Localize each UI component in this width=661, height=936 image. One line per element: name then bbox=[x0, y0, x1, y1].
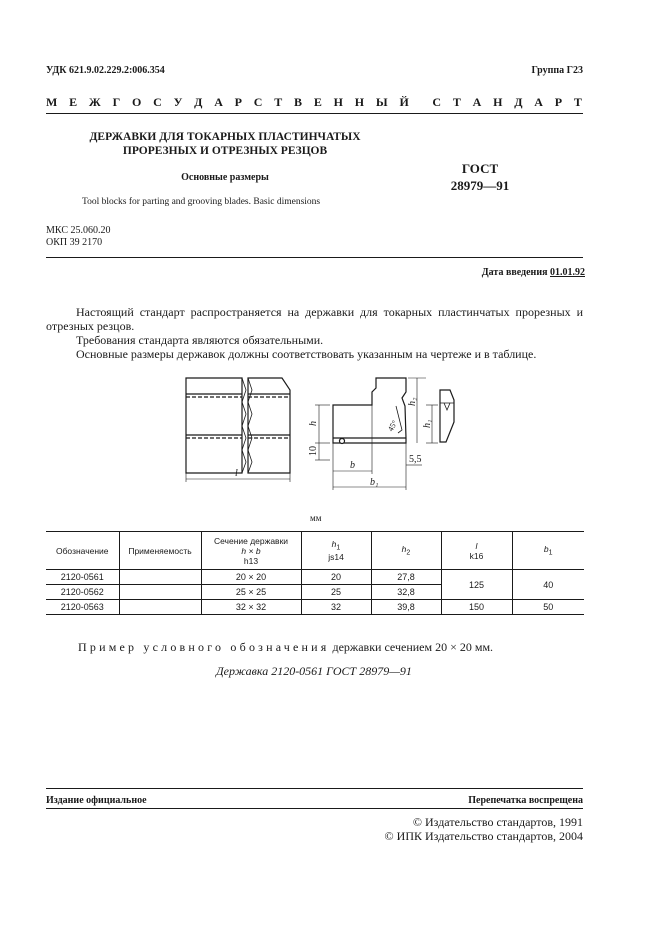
heading-letter: С bbox=[153, 95, 162, 109]
header-rule bbox=[46, 113, 583, 114]
header-l bbox=[441, 532, 512, 570]
header-designation: Обозначение bbox=[46, 532, 119, 570]
gost-code: 28979—91 bbox=[450, 178, 510, 193]
heading-letter: С bbox=[253, 95, 263, 109]
header-h1-subscript: 1 bbox=[336, 544, 341, 552]
table-header-row bbox=[46, 532, 584, 570]
udk-code: УДК 621.9.02.229.2:006.354 bbox=[46, 65, 165, 76]
heading-letter: Ж bbox=[88, 95, 101, 109]
heading-letter: В bbox=[294, 95, 303, 109]
heading-letter: Д bbox=[194, 95, 203, 109]
heading-letter: С bbox=[432, 95, 442, 109]
heading-letter: О bbox=[131, 95, 142, 109]
dim-10: 10 bbox=[308, 446, 319, 456]
side-view bbox=[333, 378, 406, 443]
cell-h2: 27,8 bbox=[371, 570, 441, 585]
copyright-2004: © ИПК Издательство стандартов, 2004 bbox=[384, 829, 583, 843]
heading-letter: Ы bbox=[375, 95, 388, 109]
cell-l-merged: 125 bbox=[441, 570, 512, 600]
header-l-symbol: l bbox=[475, 540, 478, 551]
cell-section: 32 × 32 bbox=[201, 600, 301, 615]
cell-designation: 2120-0562 bbox=[46, 585, 119, 600]
header-section-symbol: h × b bbox=[241, 545, 261, 556]
paragraph-scope: Настоящий стандарт распространяется на державки для токарных пластинчатых прорезных и отрезных резцов. bbox=[46, 305, 583, 333]
date-value: 01.01.92 bbox=[550, 267, 585, 278]
dim-h1: h₁ bbox=[422, 419, 433, 428]
heading-letter: Т bbox=[452, 95, 461, 109]
official-edition: Издание официальное bbox=[46, 795, 147, 806]
cell-applicability bbox=[119, 600, 201, 615]
heading-letter: Е bbox=[313, 95, 322, 109]
header-applicability: Применяемость bbox=[119, 532, 201, 570]
english-title: Tool blocks for parting and grooving blades. Basic dimensions bbox=[82, 197, 321, 207]
paragraph-mandatory: Требования стандарта являются обязательными. bbox=[76, 333, 324, 347]
copyright-1991: © Издательство стандартов, 1991 bbox=[412, 815, 583, 829]
cell-h1: 25 bbox=[301, 585, 371, 600]
designation-example bbox=[78, 640, 493, 655]
header-h2 bbox=[371, 532, 441, 570]
cell-h2: 32,8 bbox=[371, 585, 441, 600]
blade-profile bbox=[440, 390, 454, 442]
heading-letter: А bbox=[472, 95, 482, 109]
table-row bbox=[46, 570, 584, 585]
cell-l: 150 bbox=[441, 600, 512, 615]
header-b1-subscript: 1 bbox=[548, 549, 553, 557]
codes-rule bbox=[46, 257, 583, 258]
heading-letter: Е bbox=[69, 95, 78, 109]
cell-section: 25 × 25 bbox=[201, 585, 301, 600]
dim-45-deg: 45° bbox=[385, 418, 400, 433]
cell-designation: 2120-0563 bbox=[46, 600, 119, 615]
header-h1 bbox=[301, 532, 371, 570]
header-b1-symbol: b bbox=[543, 544, 549, 555]
cell-applicability bbox=[119, 585, 201, 600]
footer-rule-2 bbox=[46, 808, 583, 809]
units-label: мм bbox=[310, 513, 322, 523]
front-view-left bbox=[186, 378, 242, 473]
gost-number bbox=[440, 160, 520, 194]
effective-date bbox=[482, 267, 585, 278]
classification-codes bbox=[46, 225, 110, 249]
heading-letter: У bbox=[173, 95, 183, 109]
reprint-prohibited: Перепечатка воспрещена bbox=[468, 795, 583, 806]
header-b1 bbox=[512, 532, 584, 570]
document-title bbox=[60, 130, 390, 158]
dim-h: h bbox=[308, 421, 319, 426]
dim-b: b bbox=[350, 460, 355, 471]
header-section bbox=[201, 532, 301, 570]
table-row bbox=[46, 600, 584, 615]
heading-letter: А bbox=[534, 95, 543, 109]
title-line-1: ДЕРЖАВКИ ДЛЯ ТОКАРНЫХ ПЛАСТИНЧАТЫХ bbox=[89, 131, 361, 143]
cell-h2: 39,8 bbox=[371, 600, 441, 615]
heading-letter: Й bbox=[399, 95, 409, 109]
header-h1-symbol: h bbox=[331, 539, 337, 550]
group-code: Группа Г23 bbox=[531, 65, 583, 76]
heading-letter: Р bbox=[234, 95, 242, 109]
dim-l: l bbox=[235, 468, 238, 479]
header-h1-tolerance: js14 bbox=[328, 551, 344, 562]
header-h2-symbol: h bbox=[401, 544, 407, 555]
cell-b1: 50 bbox=[512, 600, 584, 615]
heading-letter: М bbox=[46, 95, 58, 109]
dim-b1: b₁ bbox=[370, 477, 379, 488]
example-spaced-label: Пример условного обозначения bbox=[78, 640, 330, 654]
header-l-tolerance: k16 bbox=[469, 550, 484, 561]
paragraph-dimensions: Основные размеры державок должны соответствовать указанным на чертеже и в таблице. bbox=[76, 347, 537, 361]
dim-h2: h₂ bbox=[407, 397, 418, 406]
cell-b1-merged: 40 bbox=[512, 570, 584, 600]
heading-letter: А bbox=[214, 95, 223, 109]
mks-code: МКС 25.060.20 bbox=[46, 225, 111, 236]
front-view-right bbox=[248, 378, 290, 473]
heading-letter: Т bbox=[573, 95, 582, 109]
dim-5-5: 5,5 bbox=[409, 454, 422, 465]
date-label: Дата введения bbox=[481, 267, 548, 278]
document-subtitle: Основные размеры bbox=[181, 172, 269, 183]
okp-code: ОКП 39 2170 bbox=[46, 237, 103, 248]
gost-label: ГОСТ bbox=[461, 161, 499, 176]
heading-letter: Р bbox=[554, 95, 563, 109]
heading-letter: Д bbox=[514, 95, 523, 109]
cell-applicability bbox=[119, 570, 201, 585]
footer-rule bbox=[46, 788, 583, 789]
heading-letter: Т bbox=[274, 95, 283, 109]
header-section-tolerance: h13 bbox=[243, 555, 259, 566]
cell-h1: 32 bbox=[301, 600, 371, 615]
heading-letter: Н bbox=[333, 95, 343, 109]
example-text: державки сечением 20 × 20 мм. bbox=[329, 640, 494, 654]
title-line-2: ПРОРЕЗНЫХ И ОТРЕЗНЫХ РЕЗЦОВ bbox=[122, 145, 328, 157]
heading-letter: Н bbox=[354, 95, 365, 109]
tool-block-drawing bbox=[170, 370, 470, 496]
heading-letter: Н bbox=[493, 95, 503, 109]
header-h2-subscript: 2 bbox=[406, 549, 411, 557]
cell-designation: 2120-0561 bbox=[46, 570, 119, 585]
header-section-label: Сечение державки bbox=[213, 535, 289, 546]
example-designation: Державка 2120-0561 ГОСТ 28979—91 bbox=[216, 664, 412, 678]
cell-section: 20 × 20 bbox=[201, 570, 301, 585]
heading-letter: Г bbox=[112, 95, 121, 109]
cell-h1: 20 bbox=[301, 570, 371, 585]
dimensions-table bbox=[46, 531, 584, 615]
interstate-standard-heading bbox=[46, 95, 582, 110]
